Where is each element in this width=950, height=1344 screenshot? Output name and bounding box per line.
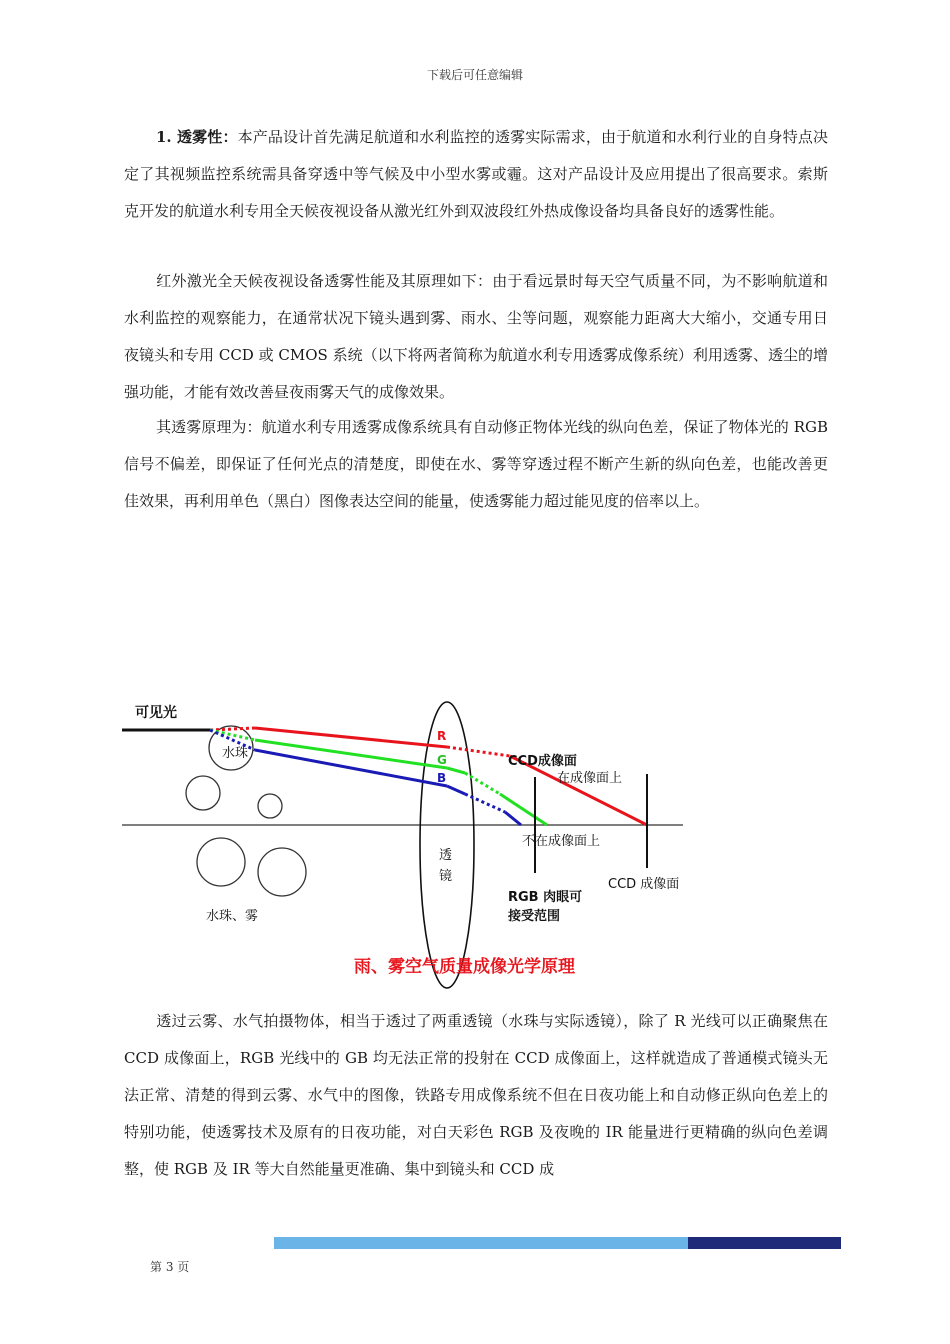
- droplet: [258, 848, 306, 896]
- rgb-range-label-1: RGB 肉眼可: [508, 890, 583, 905]
- red-ray-dotted-2: [447, 747, 510, 756]
- b-label: B: [437, 771, 447, 785]
- paragraph-1-body: 本产品设计首先满足航道和水利监控的透雾实际需求，由于航道和水利行业的自身特点决定了其视频监控系统需具备穿透中等气候及中小型水雾或霾。这对产品设计及应用提出了很高要求。索斯克开发的航道水利专用全天候夜视设备从激光红外到双波段红外热成像设备均具备良好的透雾性能。: [124, 128, 828, 220]
- lens-label-2: 镜: [439, 869, 453, 884]
- rgb-range-label-2: 接受范围: [508, 909, 561, 924]
- on-plane-label: 在成像面上: [557, 771, 623, 786]
- figure-caption: 雨、雾空气质量成像光学原理: [354, 957, 575, 977]
- footer-bar-dark: [688, 1237, 841, 1249]
- paragraph-4-text: 透过云雾、水气拍摄物体，相当于透过了两重透镜（水珠与实际透镜），除了 R 光线可以正确聚焦在 CCD 成像面上，RGB 光线中的 GB 均无法正常的投射在 CCD 成像面上，这样就造成了普通模式镜头无法正常、清楚的得到云雾、水气中的图像，铁路专用成像系统不但在日夜功能上和自动修正纵向色差上的特别功能，使透雾技术及原有的日夜功能，对白天彩色 RGB 及夜晚的 IR 能量进行更精确的纵向色差调整，使 RGB 及 IR 等大自然能量更准确、集中到镜头和 CCD 成: [124, 1012, 828, 1178]
- g-label: G: [437, 753, 447, 767]
- not-on-plane-label: 不在成像面上: [522, 834, 601, 849]
- ccd-plane-label: CCD 成像面: [608, 877, 680, 892]
- lens-label-1: 透: [439, 848, 453, 863]
- paragraph-2: [124, 263, 828, 411]
- red-ray-dotted-1: [210, 728, 255, 730]
- droplet: [186, 776, 220, 810]
- water-drop-label: 水珠: [222, 746, 249, 761]
- paragraph-3-text: 其透雾原理为：航道水利专用透雾成像系统具有自动修正物体光线的纵向色差，保证了物体光的 RGB 信号不偏差，即保证了任何光点的清楚度，即使在水、雾等穿透过程不断产生新的纵向色差，也能改善更佳效果，再利用单色（黑白）图像表达空间的能量，使透雾能力超过能见度的倍率以上。: [124, 418, 828, 510]
- paragraph-1-title: 1. 透雾性：: [156, 128, 238, 146]
- green-ray-3: [500, 794, 547, 825]
- droplet: [258, 794, 282, 818]
- blue-ray-3: [505, 812, 521, 825]
- visible-light-label: 可见光: [135, 705, 177, 721]
- drops-fog-label: 水珠、雾: [206, 909, 259, 924]
- paragraph-1: [124, 119, 828, 230]
- green-ray-2: [447, 768, 465, 773]
- r-label: R: [437, 729, 447, 743]
- paragraph-4: [124, 1003, 828, 1188]
- blue-ray-dotted-2: [465, 794, 505, 812]
- green-ray-dotted-2: [465, 773, 500, 794]
- droplet: [197, 838, 245, 886]
- page-header: 下载后可任意编辑: [426, 68, 523, 82]
- footer-bar-light: [274, 1237, 688, 1249]
- optics-diagram: [110, 690, 710, 990]
- paragraph-2-text: 红外激光全天候夜视设备透雾性能及其原理如下：由于看远景时每天空气质量不同，为不影响航道和水利监控的观察能力，在通常状况下镜头遇到雾、雨水、尘等问题，观察能力距离大大缩小，交通专用日夜镜头和专用 CCD 或 CMOS 系统（以下将两者简称为航道水利专用透雾成像系统）利用透雾、透尘的增强功能，才能有效改善昼夜雨雾天气的成像效果。: [124, 272, 828, 401]
- paragraph-3: [124, 409, 828, 520]
- ccd-plane-bold-label: CCD成像面: [508, 754, 577, 769]
- blue-ray-2: [447, 786, 465, 794]
- page-number: 第 3 页: [150, 1260, 190, 1274]
